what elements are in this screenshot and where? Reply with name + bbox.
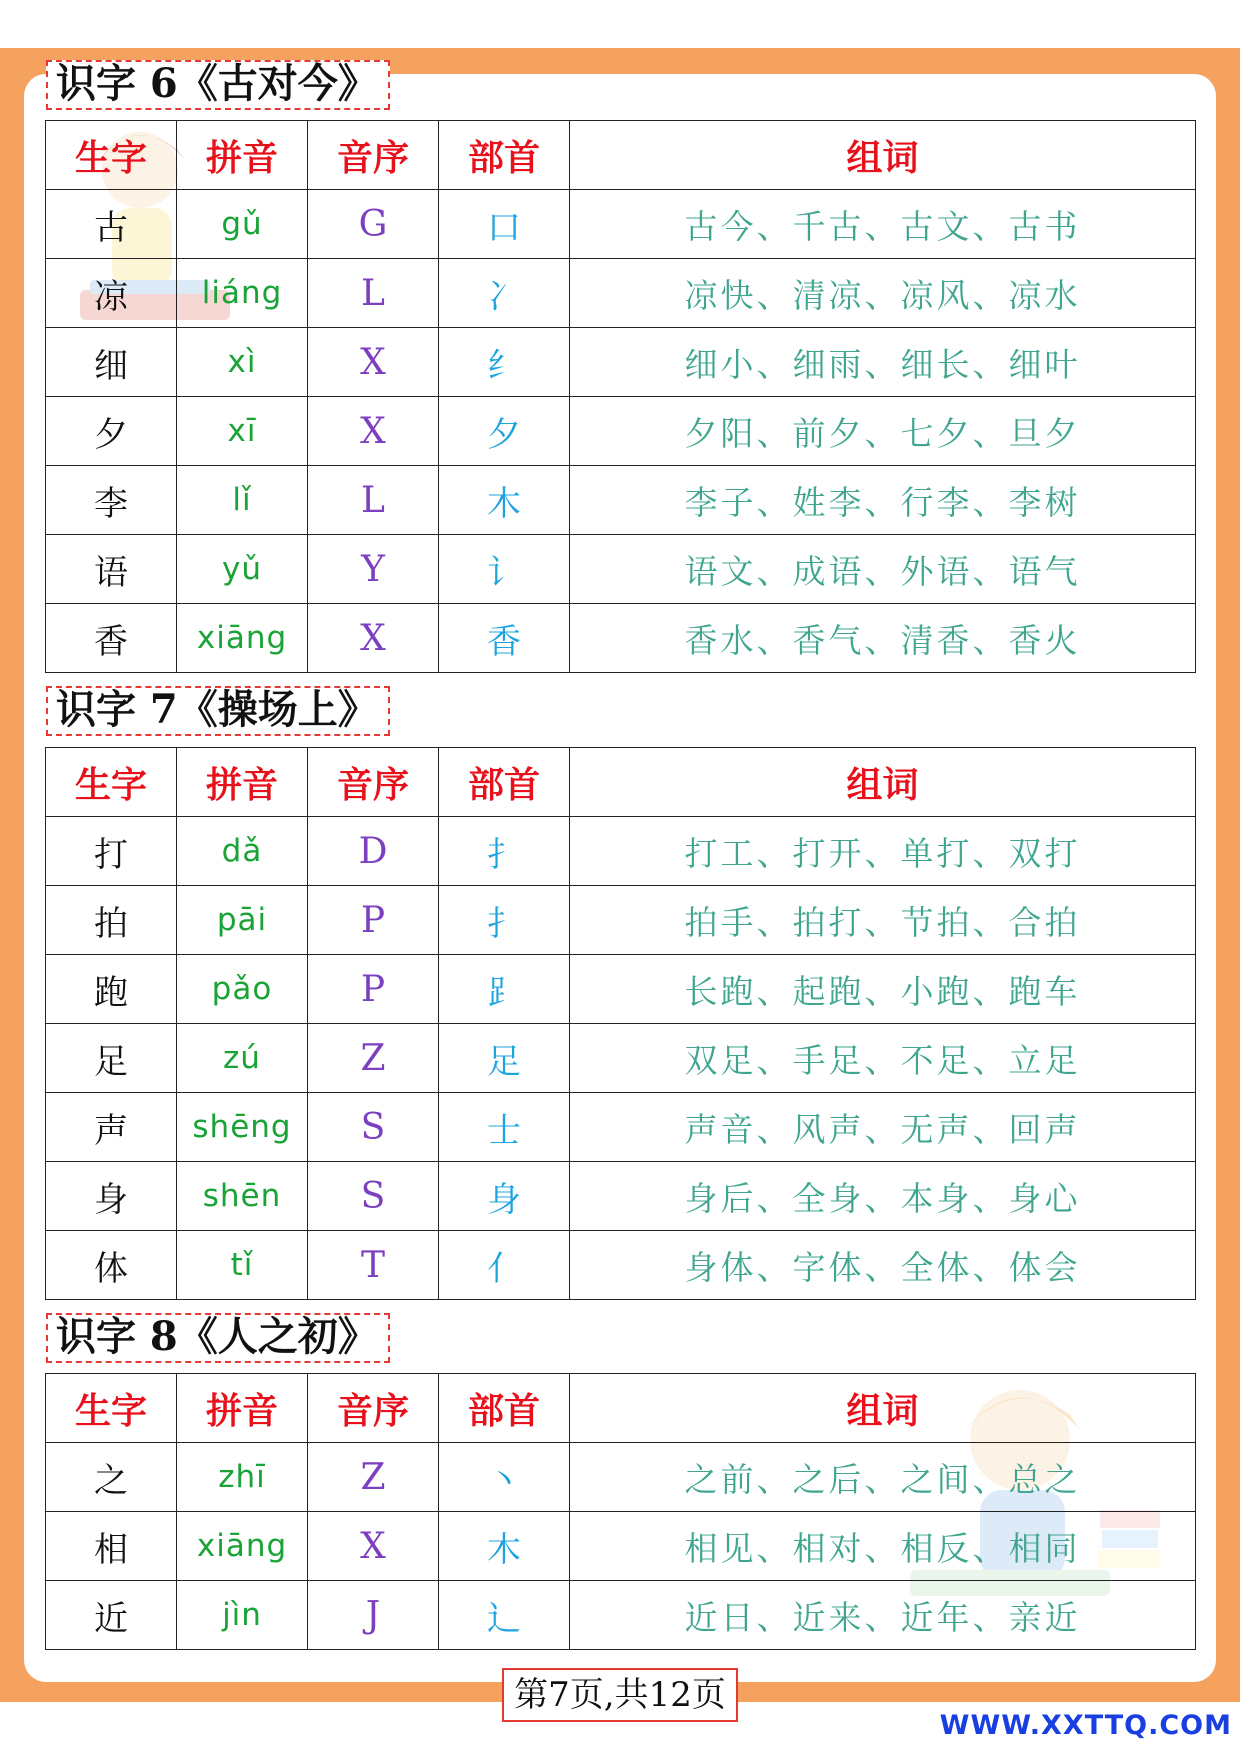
order-cell: G xyxy=(308,190,439,259)
char-cell: 身 xyxy=(46,1162,177,1231)
words-cell: 长跑、起跑、小跑、跑车 xyxy=(570,955,1196,1024)
table-row xyxy=(46,535,1196,604)
section-title-text: 识字 8《人之初》 xyxy=(56,1313,378,1360)
words-cell: 相见、相对、相反、相同 xyxy=(570,1512,1196,1581)
words-cell: 之前、之后、之间、总之 xyxy=(570,1443,1196,1512)
header-radical: 部首 xyxy=(439,121,570,190)
words-cell: 身体、字体、全体、体会 xyxy=(570,1231,1196,1300)
order-cell: Z xyxy=(308,1024,439,1093)
pinyin-cell: dǎ xyxy=(177,817,308,886)
vocab-table-1 xyxy=(45,120,1196,673)
words-cell: 凉快、清凉、凉风、凉水 xyxy=(570,259,1196,328)
order-cell: X xyxy=(308,1512,439,1581)
table-header-row xyxy=(46,748,1196,817)
header-order: 音序 xyxy=(308,748,439,817)
words-cell: 细小、细雨、细长、细叶 xyxy=(570,328,1196,397)
char-cell: 体 xyxy=(46,1231,177,1300)
char-cell: 夕 xyxy=(46,397,177,466)
table-row xyxy=(46,397,1196,466)
pinyin-cell: pǎo xyxy=(177,955,308,1024)
order-cell: X xyxy=(308,397,439,466)
radical-cell: 纟 xyxy=(439,328,570,397)
table-row xyxy=(46,886,1196,955)
table-row xyxy=(46,1162,1196,1231)
header-words: 组词 xyxy=(570,1374,1196,1443)
order-cell: T xyxy=(308,1231,439,1300)
words-cell: 声音、风声、无声、回声 xyxy=(570,1093,1196,1162)
pinyin-cell: shēng xyxy=(177,1093,308,1162)
table-row xyxy=(46,190,1196,259)
table-row xyxy=(46,259,1196,328)
char-cell: 跑 xyxy=(46,955,177,1024)
order-cell: L xyxy=(308,259,439,328)
header-pinyin: 拼音 xyxy=(177,121,308,190)
pinyin-cell: lǐ xyxy=(177,466,308,535)
header-words: 组词 xyxy=(570,121,1196,190)
pinyin-cell: xī xyxy=(177,397,308,466)
char-cell: 拍 xyxy=(46,886,177,955)
vocab-table-2 xyxy=(45,747,1196,1300)
header-char: 生字 xyxy=(46,748,177,817)
order-cell: P xyxy=(308,955,439,1024)
radical-cell: 木 xyxy=(439,466,570,535)
page-number-label: 第7页,共12页 xyxy=(502,1668,738,1722)
char-cell: 声 xyxy=(46,1093,177,1162)
radical-cell: 士 xyxy=(439,1093,570,1162)
radical-cell: 丶 xyxy=(439,1443,570,1512)
char-cell: 李 xyxy=(46,466,177,535)
order-cell: L xyxy=(308,466,439,535)
header-pinyin: 拼音 xyxy=(177,1374,308,1443)
char-cell: 之 xyxy=(46,1443,177,1512)
radical-cell: 扌 xyxy=(439,886,570,955)
radical-cell: 夕 xyxy=(439,397,570,466)
char-cell: 古 xyxy=(46,190,177,259)
radical-cell: 木 xyxy=(439,1512,570,1581)
section-title-2 xyxy=(46,686,390,736)
pinyin-cell: xiāng xyxy=(177,604,308,673)
table-row xyxy=(46,955,1196,1024)
radical-cell: ⻊ xyxy=(439,955,570,1024)
pinyin-cell: tǐ xyxy=(177,1231,308,1300)
header-words: 组词 xyxy=(570,748,1196,817)
table-row xyxy=(46,1024,1196,1093)
order-cell: P xyxy=(308,886,439,955)
table-header-row xyxy=(46,1374,1196,1443)
pinyin-cell: zú xyxy=(177,1024,308,1093)
table-row xyxy=(46,466,1196,535)
table-row xyxy=(46,1231,1196,1300)
website-watermark: WWW.XXTTQ.COM xyxy=(939,1710,1232,1741)
section-title-1 xyxy=(46,60,390,110)
table-row xyxy=(46,328,1196,397)
words-cell: 身后、全身、本身、身心 xyxy=(570,1162,1196,1231)
radical-cell: 身 xyxy=(439,1162,570,1231)
char-cell: 相 xyxy=(46,1512,177,1581)
order-cell: D xyxy=(308,817,439,886)
words-cell: 打工、打开、单打、双打 xyxy=(570,817,1196,886)
vocab-table-3 xyxy=(45,1373,1196,1650)
pinyin-cell: jìn xyxy=(177,1581,308,1650)
radical-cell: 亻 xyxy=(439,1231,570,1300)
table-row xyxy=(46,604,1196,673)
char-cell: 香 xyxy=(46,604,177,673)
header-order: 音序 xyxy=(308,1374,439,1443)
pinyin-cell: xiāng xyxy=(177,1512,308,1581)
words-cell: 双足、手足、不足、立足 xyxy=(570,1024,1196,1093)
char-cell: 细 xyxy=(46,328,177,397)
pinyin-cell: zhī xyxy=(177,1443,308,1512)
order-cell: X xyxy=(308,604,439,673)
table-row xyxy=(46,1443,1196,1512)
char-cell: 近 xyxy=(46,1581,177,1650)
radical-cell: 冫 xyxy=(439,259,570,328)
order-cell: S xyxy=(308,1162,439,1231)
order-cell: Y xyxy=(308,535,439,604)
words-cell: 语文、成语、外语、语气 xyxy=(570,535,1196,604)
header-pinyin: 拼音 xyxy=(177,748,308,817)
words-cell: 香水、香气、清香、香火 xyxy=(570,604,1196,673)
pinyin-cell: pāi xyxy=(177,886,308,955)
words-cell: 夕阳、前夕、七夕、旦夕 xyxy=(570,397,1196,466)
char-cell: 语 xyxy=(46,535,177,604)
radical-cell: 辶 xyxy=(439,1581,570,1650)
table-row xyxy=(46,1581,1196,1650)
radical-cell: 扌 xyxy=(439,817,570,886)
order-cell: S xyxy=(308,1093,439,1162)
table-row xyxy=(46,1512,1196,1581)
char-cell: 打 xyxy=(46,817,177,886)
pinyin-cell: xì xyxy=(177,328,308,397)
table-header-row xyxy=(46,121,1196,190)
header-order: 音序 xyxy=(308,121,439,190)
header-radical: 部首 xyxy=(439,748,570,817)
table-row xyxy=(46,817,1196,886)
pinyin-cell: liáng xyxy=(177,259,308,328)
words-cell: 近日、近来、近年、亲近 xyxy=(570,1581,1196,1650)
section-title-3 xyxy=(46,1313,390,1363)
order-cell: Z xyxy=(308,1443,439,1512)
section-title-text: 识字 6《古对今》 xyxy=(56,60,378,107)
words-cell: 古今、千古、古文、古书 xyxy=(570,190,1196,259)
words-cell: 拍手、拍打、节拍、合拍 xyxy=(570,886,1196,955)
header-radical: 部首 xyxy=(439,1374,570,1443)
radical-cell: 足 xyxy=(439,1024,570,1093)
section-title-text: 识字 7《操场上》 xyxy=(56,686,378,733)
words-cell: 李子、姓李、行李、李树 xyxy=(570,466,1196,535)
table-row xyxy=(46,1093,1196,1162)
header-char: 生字 xyxy=(46,121,177,190)
radical-cell: 讠 xyxy=(439,535,570,604)
char-cell: 凉 xyxy=(46,259,177,328)
order-cell: J xyxy=(308,1581,439,1650)
pinyin-cell: shēn xyxy=(177,1162,308,1231)
char-cell: 足 xyxy=(46,1024,177,1093)
radical-cell: 香 xyxy=(439,604,570,673)
pinyin-cell: yǔ xyxy=(177,535,308,604)
pinyin-cell: gǔ xyxy=(177,190,308,259)
header-char: 生字 xyxy=(46,1374,177,1443)
order-cell: X xyxy=(308,328,439,397)
radical-cell: 口 xyxy=(439,190,570,259)
